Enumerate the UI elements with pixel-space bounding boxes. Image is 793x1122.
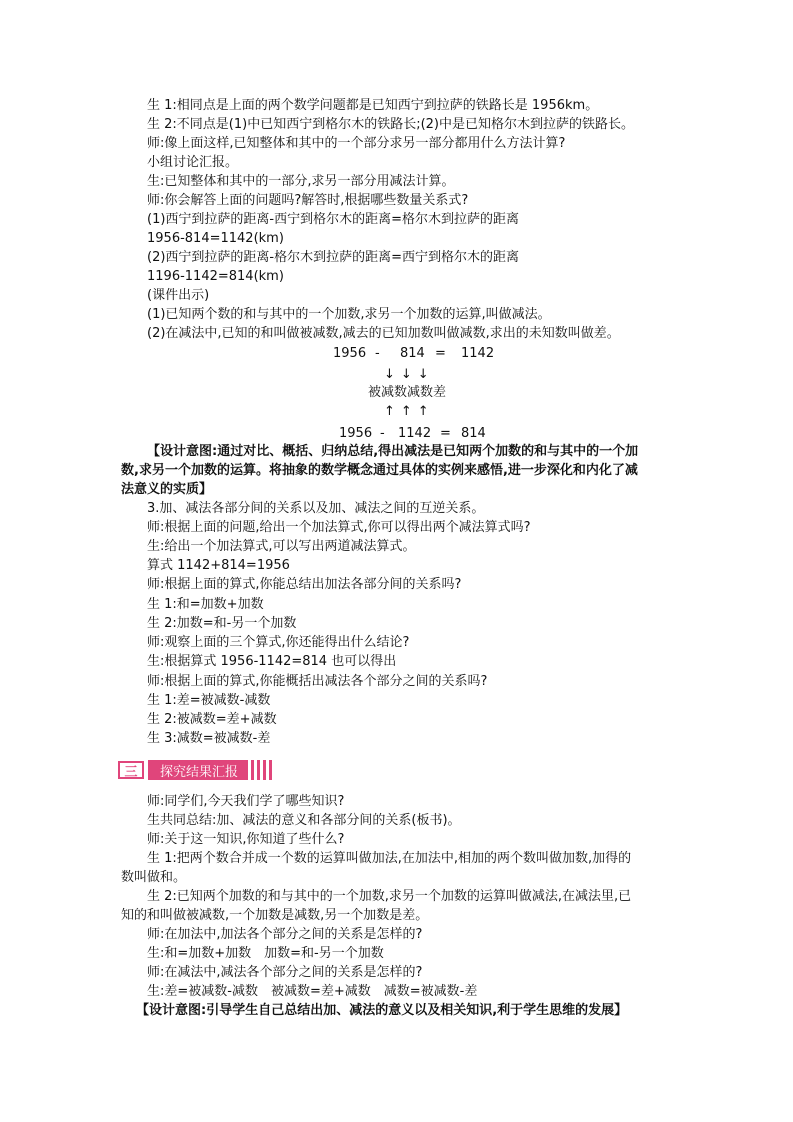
text-line: 生:差=被减数-减数 被减数=差+减数 减数=被减数-差 <box>147 984 478 999</box>
text-line: 生:已知整体和其中的一部分,求另一部分用减法计算。 <box>147 174 455 189</box>
text-line: (2)西宁到拉萨的距离-格尔木到拉萨的距离=西宁到格尔木的距离 <box>147 250 519 265</box>
text-line: 算式 1142+814=1956 <box>147 558 290 573</box>
text-line: 生 2:已知两个加数的和与其中的一个加数,求另一个加数的运算叫做减法,在减法里,已 <box>147 889 632 904</box>
text-line: 师:同学们,今天我们学了哪些知识? <box>147 794 345 809</box>
text-line: (1)已知两个数的和与其中的一个加数,求另一个加数的运算,叫做减法。 <box>147 307 551 322</box>
text-line: 生:给出一个加法算式,可以写出两道减法算式。 <box>147 539 416 554</box>
text-line: 生:根据算式 1956-1142=814 也可以得出 <box>147 654 397 669</box>
design-intent: 数,求另一个加数的运算。将抽象的数学概念通过具体的实例来感悟,进一步深化和内化了减 <box>121 463 638 478</box>
text-line: 生 1:相同点是上面的两个数学问题都是已知西宁到拉萨的铁路长是 1956km。 <box>147 98 599 113</box>
design-intent: 【设计意图:引导学生自己总结出加、减法的意义以及相关知识,利于学生思维的发展】 <box>136 1003 628 1018</box>
text-line: 生共同总结:加、减法的意义和各部分间的关系(板书)。 <box>147 813 461 828</box>
eq2-minus: - <box>380 426 385 441</box>
eq1-subtrahend: 814 <box>400 346 425 361</box>
text-line: 师:在加法中,加法各个部分之间的关系是怎样的? <box>147 927 423 942</box>
text-line: (2)在减法中,已知的和叫做被减数,减去的已知加数叫做减数,求出的未知数叫做差。 <box>147 326 620 341</box>
text-line: 师:观察上面的三个算式,你还能得出什么结论? <box>147 635 410 650</box>
text-line: 生 1:把两个数合并成一个数的运算叫做加法,在加法中,相加的两个数叫做加数,加得的 <box>147 851 632 866</box>
diagram-labels: 被减数减数差 <box>368 385 447 400</box>
text-line: 师:你会解答上面的问题吗?解答时,根据哪些数量关系式? <box>147 193 469 208</box>
text-line: 生 2:加数=和-另一个加数 <box>147 616 297 631</box>
text-line: 师:像上面这样,已知整体和其中的一个部分求另一部分都用什么方法计算? <box>147 136 566 151</box>
up-arrows: ↑↑↑ <box>384 404 435 419</box>
text-line: 生 1:和=加数+加数 <box>147 597 264 612</box>
text-line: 小组讨论汇报。 <box>147 155 239 170</box>
banner-stripe <box>257 760 260 780</box>
eq2-subtrahend: 1142 <box>398 426 432 441</box>
text-line: 1956-814=1142(km) <box>147 231 284 246</box>
text-line: 生 2:不同点是(1)中已知西宁到格尔木的铁路长;(2)中是已知格尔木到拉萨的铁路长。 <box>147 117 634 132</box>
eq2-equals: = <box>440 426 451 441</box>
text-line: 生 1:差=被减数-减数 <box>147 693 271 708</box>
design-intent: 【设计意图:通过对比、概括、归纳总结,得出减法是已知两个加数的和与其中的一个加 <box>147 444 639 459</box>
text-line: (1)西宁到拉萨的距离-西宁到格尔木的距离=格尔木到拉萨的距离 <box>147 212 519 227</box>
down-arrows: ↓↓↓ <box>384 367 435 382</box>
section-number: 三 <box>118 761 144 779</box>
eq2-difference: 814 <box>461 426 486 441</box>
text-line: 生 3:减数=被减数-差 <box>147 731 271 746</box>
text-line: 师:根据上面的算式,你能概括出减法各个部分之间的关系吗? <box>147 674 488 689</box>
text-line: 1196-1142=814(km) <box>147 269 284 284</box>
banner-stripe <box>269 760 272 780</box>
eq2-minuend: 1956 <box>339 426 373 441</box>
text-line: 生:和=加数+加数 加数=和-另一个加数 <box>147 946 384 961</box>
text-line: 师:根据上面的算式,你能总结出加法各部分间的关系吗? <box>147 577 462 592</box>
design-intent: 法意义的实质】 <box>121 482 213 497</box>
section-banner <box>118 760 272 780</box>
text-line: 知的和叫做被减数,一个加数是减数,另一个加数是差。 <box>121 908 429 923</box>
eq1-difference: 1142 <box>461 346 495 361</box>
eq1-minus: - <box>375 346 380 361</box>
banner-stripe <box>251 760 254 780</box>
text-line: (课件出示) <box>147 288 210 303</box>
eq1-minuend: 1956 <box>333 346 367 361</box>
section-title: 探究结果汇报 <box>148 760 248 780</box>
text-line: 数叫做和。 <box>121 870 187 885</box>
eq1-equals: = <box>435 346 446 361</box>
text-line: 生 2:被减数=差+减数 <box>147 712 277 727</box>
text-line: 师:关于这一知识,你知道了些什么? <box>147 832 345 847</box>
text-line: 3.加、减法各部分间的关系以及加、减法之间的互逆关系。 <box>147 501 485 516</box>
text-line: 师:在减法中,减法各个部分之间的关系是怎样的? <box>147 965 423 980</box>
text-line: 师:根据上面的问题,给出一个加法算式,你可以得出两个减法算式吗? <box>147 520 531 535</box>
banner-stripe <box>263 760 266 780</box>
